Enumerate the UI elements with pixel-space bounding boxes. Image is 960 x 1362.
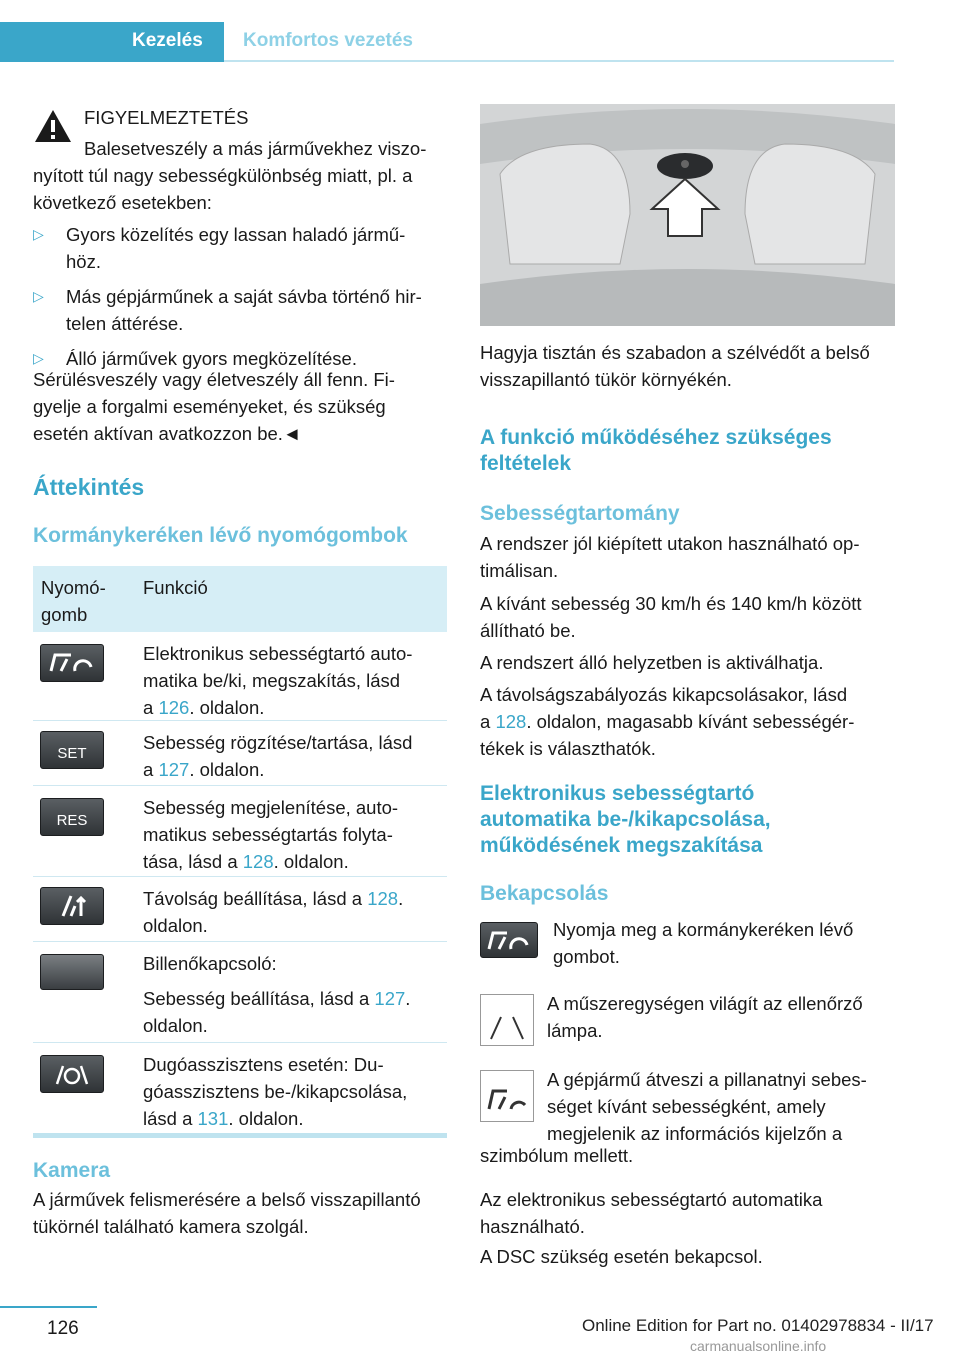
overview-heading: Áttekintés xyxy=(33,474,145,500)
table-row: Dugóasszisztens esetén: Du- góasszisztens be-/kikapcsolása, lásd a 131. oldalon. xyxy=(33,1043,447,1133)
table-row: RES Sebesség megjelenítése, auto- matikus sebességtartás folyta- tása, lásd a 128. oldalon. xyxy=(33,786,447,877)
header-chapter: Komfortos vezetés xyxy=(243,30,413,51)
table-row: Elektronikus sebességtartó auto- matika be/ki, megszakítás, lásd a 126. oldalon. xyxy=(33,632,447,721)
step3-text-2: séget kívánt sebességként, amely xyxy=(547,1096,826,1117)
speed-text-6: A távolságszabályozás kikapcsolásakor, lásd xyxy=(480,684,848,705)
warning-list xyxy=(33,221,453,380)
warning-icon xyxy=(33,108,73,144)
list-item: ▷ Más gépjárműnek a saját sávba történő hir- telen áttérése. xyxy=(33,283,453,337)
table-row: Billenőkapcsoló: Sebesség beállítása, lásd a 127. oldalon. xyxy=(33,942,447,1043)
step3-text-1: A gépjármű átveszi a pillanatnyi sebes- xyxy=(547,1069,867,1090)
traffic-jam-assistant-button-icon xyxy=(40,1055,104,1093)
warning-intro-2: nyított túl nagy sebességkülönbség miatt, pl. a xyxy=(33,165,413,186)
warning-outro-2: gyelje a forgalmi eseményeket, és szükség xyxy=(33,396,386,417)
switch-on-heading: Bekapcsolás xyxy=(480,882,609,905)
table-row: SET Sebesség rögzítése/tartása, lásd a 127. oldalon. xyxy=(33,721,447,786)
table-bottom-rule xyxy=(33,1133,447,1138)
list-item: ▷ Álló járművek gyors megközelítése. xyxy=(33,345,453,372)
cruise-heading-1: Elektronikus sebességtartó xyxy=(480,782,755,805)
step1-text-1: Nyomja meg a kormánykeréken lévő xyxy=(553,919,854,940)
conditions-heading-1: A funkció működéséhez szükséges xyxy=(480,426,832,449)
usable-text-2: használható. xyxy=(480,1216,585,1237)
table-col-button: Nyomó- gomb xyxy=(41,577,106,625)
triangle-bullet-icon: ▷ xyxy=(33,226,44,242)
camera-text-2: tükörnél található kamera szolgál. xyxy=(33,1216,309,1237)
step3-text-4: szimbólum mellett. xyxy=(480,1145,634,1166)
camera-heading: Kamera xyxy=(33,1159,111,1182)
speed-range-heading: Sebességtartomány xyxy=(480,502,680,525)
header-rule xyxy=(224,60,894,62)
page-link[interactable]: 126 xyxy=(158,697,190,718)
conditions-heading-2: feltételek xyxy=(480,452,572,475)
header-section: Kezelés xyxy=(132,30,203,51)
windshield-camera-photo xyxy=(480,104,895,326)
warning-outro-1: Sérülésveszély vagy életveszély áll fenn. Fi- xyxy=(33,369,395,390)
page-number: 126 xyxy=(47,1318,79,1339)
page-link[interactable]: 128 xyxy=(495,711,527,732)
page-link[interactable]: 127 xyxy=(374,988,406,1009)
step3-text-3: megjelenik az információs kijelzőn a xyxy=(547,1123,843,1144)
table-col-function: Funkció xyxy=(143,577,208,598)
cruise-symbol-icon xyxy=(480,1070,534,1122)
table-header xyxy=(33,566,447,632)
page-link[interactable]: 131 xyxy=(197,1108,229,1129)
warning-outro-3: esetén aktívan avatkozzon be.◄ xyxy=(33,423,302,444)
page-link[interactable]: 128 xyxy=(367,888,399,909)
cruise-control-button-icon xyxy=(40,644,104,682)
warning-title: FIGYELMEZTETÉS xyxy=(84,107,249,128)
buttons-table xyxy=(33,566,447,1138)
cruise-control-button-icon xyxy=(480,922,538,958)
cruise-heading-3: működésének megszakítása xyxy=(480,834,763,857)
warning-intro-3: következő esetekben: xyxy=(33,192,212,213)
distance-button-icon xyxy=(40,887,104,925)
edition-text: Online Edition for Part no. 01402978834 - II/17 xyxy=(582,1316,934,1335)
speed-text-4: állítható be. xyxy=(480,620,576,641)
page-link[interactable]: 128 xyxy=(242,851,274,872)
photo-caption-2: visszapillantó tükör környékén. xyxy=(480,369,732,390)
cruise-heading-2: automatika be-/kikapcsolása, xyxy=(480,808,771,831)
speed-text-8: tékek is választhatók. xyxy=(480,738,656,759)
set-button-icon: SET xyxy=(40,731,104,769)
step2-text-2: lámpa. xyxy=(547,1020,603,1041)
camera-text-1: A járművek felismerésére a belső visszapillantó xyxy=(33,1189,421,1210)
table-row: Távolság beállítása, lásd a 128. oldalon. xyxy=(33,877,447,942)
rocker-switch-icon xyxy=(40,954,104,990)
step2-text-1: A műszeregységen világít az ellenőrző xyxy=(547,993,863,1014)
usable-text-1: Az elektronikus sebességtartó automatika xyxy=(480,1189,823,1210)
speed-text-1: A rendszer jól kiépített utakon használható op- xyxy=(480,533,860,554)
footer-rule xyxy=(0,1306,97,1308)
triangle-bullet-icon: ▷ xyxy=(33,350,44,366)
indicator-lamp-icon xyxy=(480,994,534,1046)
speed-text-3: A kívánt sebesség 30 km/h és 140 km/h között xyxy=(480,593,862,614)
res-button-icon: RES xyxy=(40,798,104,836)
speed-text-2: timálisan. xyxy=(480,560,559,581)
page-link[interactable]: 127 xyxy=(158,759,190,780)
photo-caption-1: Hagyja tisztán és szabadon a szélvédőt a belső xyxy=(480,342,870,363)
speed-text-7: a 128. oldalon, magasabb kívánt sebességér- xyxy=(480,711,855,732)
warning-intro-1: Balesetveszély a más járművekhez viszo- xyxy=(84,138,427,159)
step1-text-2: gombot. xyxy=(553,946,620,967)
triangle-bullet-icon: ▷ xyxy=(33,288,44,304)
list-item: ▷ Gyors közelítés egy lassan haladó jármű- höz. xyxy=(33,221,453,275)
dsc-text: A DSC szükség esetén bekapcsol. xyxy=(480,1246,763,1267)
watermark: carmanualsonline.info xyxy=(690,1338,827,1354)
overview-subheading: Kormánykeréken lévő nyomógombok xyxy=(33,524,408,547)
speed-text-5: A rendszert álló helyzetben is aktiválhatja. xyxy=(480,652,824,673)
